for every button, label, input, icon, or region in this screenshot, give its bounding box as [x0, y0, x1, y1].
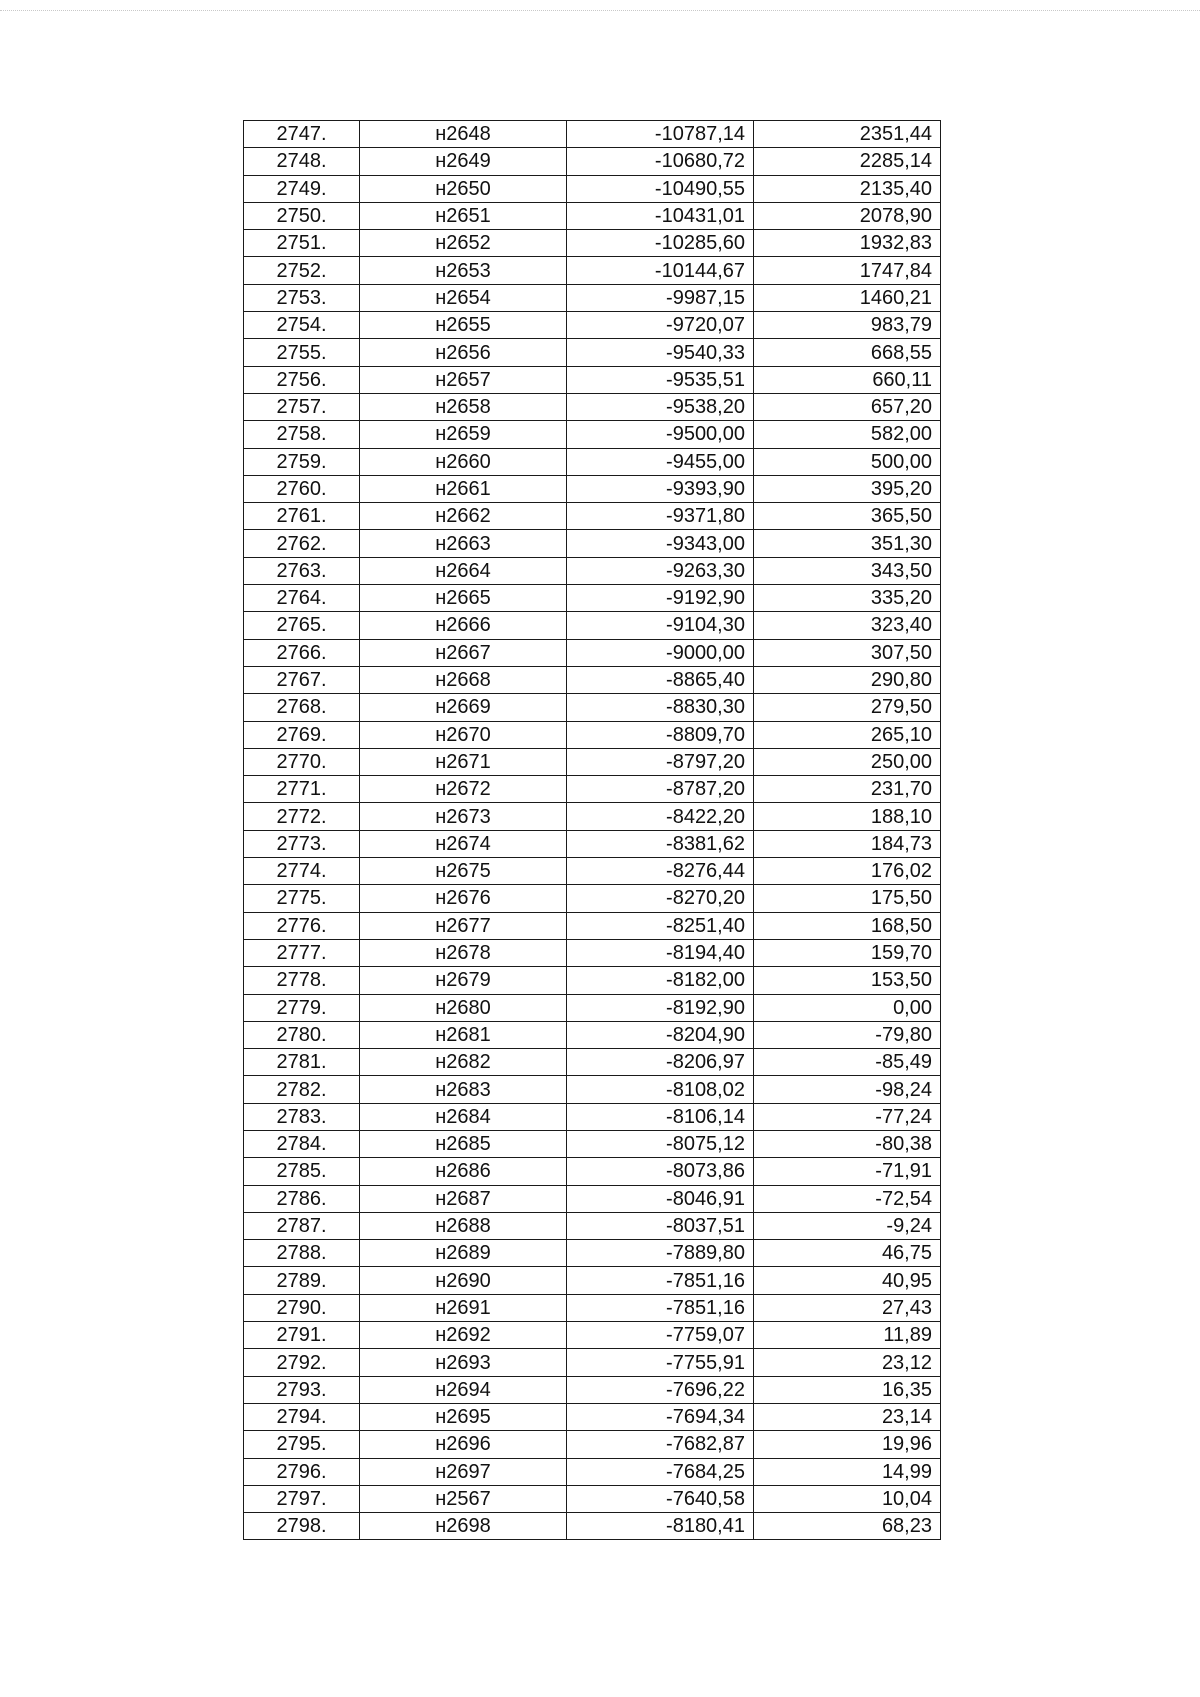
point-name-cell: н2666 [360, 612, 567, 639]
point-name-cell: н2656 [360, 339, 567, 366]
x-coordinate-cell: -9987,15 [567, 284, 754, 311]
y-coordinate-cell: 290,80 [754, 666, 941, 693]
table-row [244, 1485, 941, 1512]
y-coordinate-cell: 2351,44 [754, 121, 941, 148]
table-row [244, 748, 941, 775]
row-number-cell: 2790. [244, 1294, 360, 1321]
table-row [244, 1049, 941, 1076]
row-number-cell: 2750. [244, 202, 360, 229]
y-coordinate-cell: 168,50 [754, 912, 941, 939]
x-coordinate-cell: -9263,30 [567, 557, 754, 584]
point-name-cell: н2662 [360, 503, 567, 530]
point-name-cell: н2697 [360, 1458, 567, 1485]
table-row [244, 530, 941, 557]
x-coordinate-cell: -10144,67 [567, 257, 754, 284]
y-coordinate-cell: 176,02 [754, 858, 941, 885]
row-number-cell: 2752. [244, 257, 360, 284]
table-row [244, 393, 941, 420]
coordinates-table [243, 120, 941, 1540]
y-coordinate-cell: -98,24 [754, 1076, 941, 1103]
table-row [244, 1021, 941, 1048]
table-row [244, 1267, 941, 1294]
x-coordinate-cell: -8381,62 [567, 830, 754, 857]
table-row [244, 557, 941, 584]
y-coordinate-cell: -9,24 [754, 1212, 941, 1239]
table-row [244, 585, 941, 612]
x-coordinate-cell: -9538,20 [567, 393, 754, 420]
x-coordinate-cell: -8206,97 [567, 1049, 754, 1076]
table-row [244, 448, 941, 475]
row-number-cell: 2763. [244, 557, 360, 584]
table-row [244, 175, 941, 202]
point-name-cell: н2665 [360, 585, 567, 612]
row-number-cell: 2791. [244, 1322, 360, 1349]
y-coordinate-cell: 27,43 [754, 1294, 941, 1321]
x-coordinate-cell: -8180,41 [567, 1513, 754, 1540]
row-number-cell: 2755. [244, 339, 360, 366]
table-row [244, 994, 941, 1021]
y-coordinate-cell: 365,50 [754, 503, 941, 530]
x-coordinate-cell: -7682,87 [567, 1431, 754, 1458]
table-row [244, 1158, 941, 1185]
x-coordinate-cell: -8830,30 [567, 694, 754, 721]
point-name-cell: н2672 [360, 776, 567, 803]
x-coordinate-cell: -9535,51 [567, 366, 754, 393]
point-name-cell: н2668 [360, 666, 567, 693]
table-row [244, 1076, 941, 1103]
x-coordinate-cell: -7851,16 [567, 1294, 754, 1321]
table-row [244, 284, 941, 311]
y-coordinate-cell: 307,50 [754, 639, 941, 666]
table-row [244, 202, 941, 229]
x-coordinate-cell: -8276,44 [567, 858, 754, 885]
x-coordinate-cell: -8192,90 [567, 994, 754, 1021]
y-coordinate-cell: 68,23 [754, 1513, 941, 1540]
y-coordinate-cell: 23,12 [754, 1349, 941, 1376]
row-number-cell: 2777. [244, 939, 360, 966]
y-coordinate-cell: 0,00 [754, 994, 941, 1021]
y-coordinate-cell: 335,20 [754, 585, 941, 612]
table-row [244, 858, 941, 885]
y-coordinate-cell: 657,20 [754, 393, 941, 420]
table-row [244, 121, 941, 148]
table-row [244, 503, 941, 530]
point-name-cell: н2689 [360, 1240, 567, 1267]
x-coordinate-cell: -9000,00 [567, 639, 754, 666]
point-name-cell: н2678 [360, 939, 567, 966]
point-name-cell: н2695 [360, 1403, 567, 1430]
x-coordinate-cell: -8809,70 [567, 721, 754, 748]
y-coordinate-cell: 1932,83 [754, 230, 941, 257]
table-row [244, 148, 941, 175]
row-number-cell: 2778. [244, 967, 360, 994]
row-number-cell: 2793. [244, 1376, 360, 1403]
row-number-cell: 2772. [244, 803, 360, 830]
point-name-cell: н2696 [360, 1431, 567, 1458]
row-number-cell: 2782. [244, 1076, 360, 1103]
row-number-cell: 2792. [244, 1349, 360, 1376]
row-number-cell: 2765. [244, 612, 360, 639]
table-row [244, 612, 941, 639]
table-row [244, 639, 941, 666]
y-coordinate-cell: 14,99 [754, 1458, 941, 1485]
row-number-cell: 2776. [244, 912, 360, 939]
y-coordinate-cell: -85,49 [754, 1049, 941, 1076]
table-row [244, 885, 941, 912]
x-coordinate-cell: -9455,00 [567, 448, 754, 475]
table-row [244, 1103, 941, 1130]
table-row [244, 1212, 941, 1239]
x-coordinate-cell: -7694,34 [567, 1403, 754, 1430]
point-name-cell: н2693 [360, 1349, 567, 1376]
y-coordinate-cell: 343,50 [754, 557, 941, 584]
row-number-cell: 2771. [244, 776, 360, 803]
row-number-cell: 2751. [244, 230, 360, 257]
row-number-cell: 2795. [244, 1431, 360, 1458]
table-row [244, 776, 941, 803]
x-coordinate-cell: -10680,72 [567, 148, 754, 175]
x-coordinate-cell: -10285,60 [567, 230, 754, 257]
x-coordinate-cell: -8251,40 [567, 912, 754, 939]
y-coordinate-cell: 19,96 [754, 1431, 941, 1458]
y-coordinate-cell: 23,14 [754, 1403, 941, 1430]
x-coordinate-cell: -10431,01 [567, 202, 754, 229]
point-name-cell: н2670 [360, 721, 567, 748]
row-number-cell: 2760. [244, 475, 360, 502]
x-coordinate-cell: -8787,20 [567, 776, 754, 803]
row-number-cell: 2764. [244, 585, 360, 612]
y-coordinate-cell: 2135,40 [754, 175, 941, 202]
point-name-cell: н2649 [360, 148, 567, 175]
row-number-cell: 2773. [244, 830, 360, 857]
point-name-cell: н2679 [360, 967, 567, 994]
row-number-cell: 2770. [244, 748, 360, 775]
x-coordinate-cell: -9500,00 [567, 421, 754, 448]
x-coordinate-cell: -9720,07 [567, 312, 754, 339]
x-coordinate-cell: -8204,90 [567, 1021, 754, 1048]
y-coordinate-cell: -79,80 [754, 1021, 941, 1048]
x-coordinate-cell: -7889,80 [567, 1240, 754, 1267]
row-number-cell: 2781. [244, 1049, 360, 1076]
row-number-cell: 2786. [244, 1185, 360, 1212]
point-name-cell: н2659 [360, 421, 567, 448]
point-name-cell: н2669 [360, 694, 567, 721]
point-name-cell: н2676 [360, 885, 567, 912]
table-row [244, 694, 941, 721]
point-name-cell: н2675 [360, 858, 567, 885]
x-coordinate-cell: -8073,86 [567, 1158, 754, 1185]
row-number-cell: 2798. [244, 1513, 360, 1540]
y-coordinate-cell: 175,50 [754, 885, 941, 912]
y-coordinate-cell: 153,50 [754, 967, 941, 994]
row-number-cell: 2756. [244, 366, 360, 393]
y-coordinate-cell: 351,30 [754, 530, 941, 557]
y-coordinate-cell: 11,89 [754, 1322, 941, 1349]
point-name-cell: н2653 [360, 257, 567, 284]
point-name-cell: н2684 [360, 1103, 567, 1130]
x-coordinate-cell: -7696,22 [567, 1376, 754, 1403]
x-coordinate-cell: -8182,00 [567, 967, 754, 994]
row-number-cell: 2758. [244, 421, 360, 448]
table-row [244, 366, 941, 393]
table-row [244, 967, 941, 994]
table-row [244, 230, 941, 257]
x-coordinate-cell: -8106,14 [567, 1103, 754, 1130]
table-row [244, 1403, 941, 1430]
y-coordinate-cell: 983,79 [754, 312, 941, 339]
point-name-cell: н2567 [360, 1485, 567, 1512]
table-row [244, 1240, 941, 1267]
x-coordinate-cell: -9104,30 [567, 612, 754, 639]
point-name-cell: н2680 [360, 994, 567, 1021]
row-number-cell: 2789. [244, 1267, 360, 1294]
table-row [244, 421, 941, 448]
row-number-cell: 2779. [244, 994, 360, 1021]
row-number-cell: 2749. [244, 175, 360, 202]
y-coordinate-cell: 660,11 [754, 366, 941, 393]
row-number-cell: 2775. [244, 885, 360, 912]
point-name-cell: н2673 [360, 803, 567, 830]
row-number-cell: 2767. [244, 666, 360, 693]
x-coordinate-cell: -7759,07 [567, 1322, 754, 1349]
table-row [244, 721, 941, 748]
y-coordinate-cell: 323,40 [754, 612, 941, 639]
x-coordinate-cell: -9343,00 [567, 530, 754, 557]
table-row [244, 1431, 941, 1458]
y-coordinate-cell: 46,75 [754, 1240, 941, 1267]
x-coordinate-cell: -9371,80 [567, 503, 754, 530]
row-number-cell: 2761. [244, 503, 360, 530]
row-number-cell: 2747. [244, 121, 360, 148]
y-coordinate-cell: 2285,14 [754, 148, 941, 175]
y-coordinate-cell: 1747,84 [754, 257, 941, 284]
point-name-cell: н2663 [360, 530, 567, 557]
y-coordinate-cell: 668,55 [754, 339, 941, 366]
table-row [244, 339, 941, 366]
point-name-cell: н2683 [360, 1076, 567, 1103]
row-number-cell: 2794. [244, 1403, 360, 1430]
x-coordinate-cell: -8037,51 [567, 1212, 754, 1239]
x-coordinate-cell: -8797,20 [567, 748, 754, 775]
row-number-cell: 2787. [244, 1212, 360, 1239]
y-coordinate-cell: 2078,90 [754, 202, 941, 229]
x-coordinate-cell: -8865,40 [567, 666, 754, 693]
x-coordinate-cell: -9540,33 [567, 339, 754, 366]
x-coordinate-cell: -10787,14 [567, 121, 754, 148]
row-number-cell: 2780. [244, 1021, 360, 1048]
y-coordinate-cell: 500,00 [754, 448, 941, 475]
row-number-cell: 2797. [244, 1485, 360, 1512]
y-coordinate-cell: -71,91 [754, 1158, 941, 1185]
x-coordinate-cell: -7851,16 [567, 1267, 754, 1294]
point-name-cell: н2686 [360, 1158, 567, 1185]
table-row [244, 475, 941, 502]
row-number-cell: 2768. [244, 694, 360, 721]
y-coordinate-cell: 582,00 [754, 421, 941, 448]
point-name-cell: н2660 [360, 448, 567, 475]
point-name-cell: н2652 [360, 230, 567, 257]
point-name-cell: н2655 [360, 312, 567, 339]
row-number-cell: 2757. [244, 393, 360, 420]
row-number-cell: 2774. [244, 858, 360, 885]
x-coordinate-cell: -8075,12 [567, 1130, 754, 1157]
table-row [244, 939, 941, 966]
point-name-cell: н2692 [360, 1322, 567, 1349]
point-name-cell: н2650 [360, 175, 567, 202]
row-number-cell: 2784. [244, 1130, 360, 1157]
y-coordinate-cell: -80,38 [754, 1130, 941, 1157]
y-coordinate-cell: 1460,21 [754, 284, 941, 311]
scan-top-edge [0, 10, 1200, 11]
table-row [244, 1185, 941, 1212]
point-name-cell: н2698 [360, 1513, 567, 1540]
row-number-cell: 2788. [244, 1240, 360, 1267]
y-coordinate-cell: 10,04 [754, 1485, 941, 1512]
x-coordinate-cell: -8046,91 [567, 1185, 754, 1212]
y-coordinate-cell: 159,70 [754, 939, 941, 966]
row-number-cell: 2766. [244, 639, 360, 666]
row-number-cell: 2796. [244, 1458, 360, 1485]
row-number-cell: 2769. [244, 721, 360, 748]
y-coordinate-cell: 279,50 [754, 694, 941, 721]
table-row [244, 1349, 941, 1376]
point-name-cell: н2688 [360, 1212, 567, 1239]
y-coordinate-cell: 184,73 [754, 830, 941, 857]
table-row [244, 912, 941, 939]
table-row [244, 1322, 941, 1349]
y-coordinate-cell: 395,20 [754, 475, 941, 502]
point-name-cell: н2694 [360, 1376, 567, 1403]
table-row [244, 666, 941, 693]
row-number-cell: 2759. [244, 448, 360, 475]
table-row [244, 830, 941, 857]
row-number-cell: 2785. [244, 1158, 360, 1185]
table-row [244, 1294, 941, 1321]
y-coordinate-cell: 40,95 [754, 1267, 941, 1294]
x-coordinate-cell: -9192,90 [567, 585, 754, 612]
point-name-cell: н2667 [360, 639, 567, 666]
point-name-cell: н2685 [360, 1130, 567, 1157]
x-coordinate-cell: -8194,40 [567, 939, 754, 966]
y-coordinate-cell: 16,35 [754, 1376, 941, 1403]
table-row [244, 1513, 941, 1540]
point-name-cell: н2682 [360, 1049, 567, 1076]
x-coordinate-cell: -8422,20 [567, 803, 754, 830]
point-name-cell: н2651 [360, 202, 567, 229]
y-coordinate-cell: 250,00 [754, 748, 941, 775]
x-coordinate-cell: -8270,20 [567, 885, 754, 912]
table-row [244, 257, 941, 284]
row-number-cell: 2783. [244, 1103, 360, 1130]
point-name-cell: н2687 [360, 1185, 567, 1212]
point-name-cell: н2674 [360, 830, 567, 857]
x-coordinate-cell: -7755,91 [567, 1349, 754, 1376]
point-name-cell: н2657 [360, 366, 567, 393]
point-name-cell: н2681 [360, 1021, 567, 1048]
point-name-cell: н2658 [360, 393, 567, 420]
table-row [244, 803, 941, 830]
point-name-cell: н2654 [360, 284, 567, 311]
point-name-cell: н2664 [360, 557, 567, 584]
coordinates-table-body [244, 121, 941, 1540]
y-coordinate-cell: -72,54 [754, 1185, 941, 1212]
x-coordinate-cell: -10490,55 [567, 175, 754, 202]
row-number-cell: 2753. [244, 284, 360, 311]
x-coordinate-cell: -8108,02 [567, 1076, 754, 1103]
y-coordinate-cell: 265,10 [754, 721, 941, 748]
table-row [244, 1130, 941, 1157]
row-number-cell: 2748. [244, 148, 360, 175]
point-name-cell: н2648 [360, 121, 567, 148]
point-name-cell: н2661 [360, 475, 567, 502]
x-coordinate-cell: -9393,90 [567, 475, 754, 502]
point-name-cell: н2677 [360, 912, 567, 939]
point-name-cell: н2691 [360, 1294, 567, 1321]
x-coordinate-cell: -7640,58 [567, 1485, 754, 1512]
y-coordinate-cell: -77,24 [754, 1103, 941, 1130]
row-number-cell: 2754. [244, 312, 360, 339]
point-name-cell: н2671 [360, 748, 567, 775]
table-row [244, 312, 941, 339]
table-row [244, 1376, 941, 1403]
point-name-cell: н2690 [360, 1267, 567, 1294]
y-coordinate-cell: 231,70 [754, 776, 941, 803]
y-coordinate-cell: 188,10 [754, 803, 941, 830]
x-coordinate-cell: -7684,25 [567, 1458, 754, 1485]
row-number-cell: 2762. [244, 530, 360, 557]
table-row [244, 1458, 941, 1485]
